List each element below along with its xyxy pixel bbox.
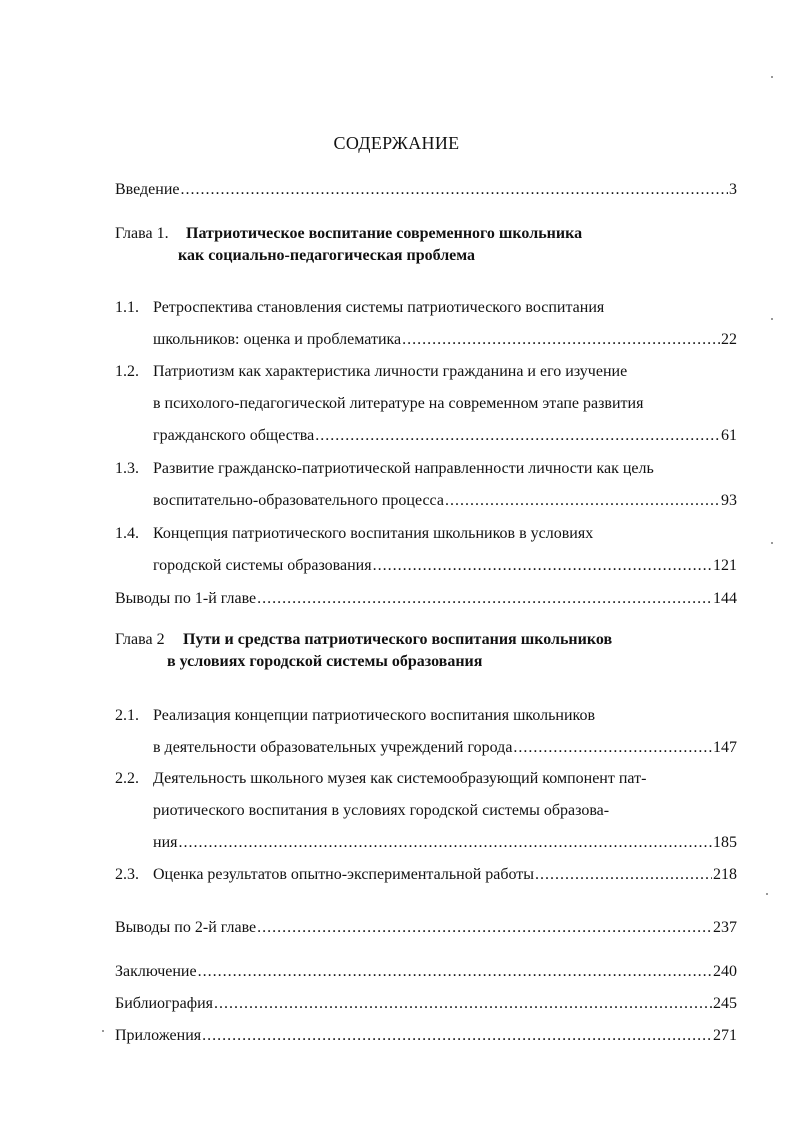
toc-label: Выводы по 1-й главе xyxy=(115,590,257,607)
toc-label: Приложения xyxy=(115,1027,202,1044)
toc-page-number: 93 xyxy=(721,492,737,509)
scan-speck xyxy=(766,893,768,895)
leader-dots xyxy=(535,865,712,885)
chapter-2-heading xyxy=(115,630,737,674)
toc-label: Заключение xyxy=(115,963,197,980)
toc-page-number: 218 xyxy=(713,866,737,883)
section-text-line: Патриотизм как характеристика личности гражданина и его изучение xyxy=(153,363,628,380)
chapter-title-line-1: Патриотическое воспитание современного школьника xyxy=(186,225,583,242)
leader-dots xyxy=(445,491,720,511)
chapter-label: Глава 1. xyxy=(115,225,169,242)
leader-dots xyxy=(513,738,712,758)
toc-entry-conclusion xyxy=(115,962,737,982)
toc-label: гражданского общества xyxy=(153,427,315,444)
toc-label: воспитательно-образовательного процесса xyxy=(153,492,444,509)
section-text-line: в психолого-педагогической литературе на современном этапе развития xyxy=(153,395,644,412)
toc-label: школьников: оценка и проблематика xyxy=(153,331,402,348)
toc-label: Оценка результатов опытно-экспериментальной работы xyxy=(153,866,535,883)
leader-dots xyxy=(214,994,712,1014)
scan-speck xyxy=(771,318,773,320)
toc-entry-chapter-2-conclusions xyxy=(115,918,737,938)
toc-page-number: 271 xyxy=(713,1027,737,1044)
toc-label: городской системы образования xyxy=(153,557,372,574)
chapter-title-line-1: Пути и средства патриотического воспитания школьников xyxy=(183,631,613,648)
leader-dots xyxy=(181,180,729,200)
toc-page-number: 3 xyxy=(729,181,737,198)
section-number: 1.3. xyxy=(115,460,139,477)
scan-speck xyxy=(771,542,773,544)
section-text-line: Деятельность школьного музея как системообразующий компонент пат- xyxy=(153,770,647,787)
chapter-1-heading xyxy=(115,224,737,268)
leader-dots xyxy=(402,330,720,350)
section-number: 2.2. xyxy=(115,770,139,787)
toc-entry-intro xyxy=(115,180,737,200)
toc-label: Введение xyxy=(115,181,180,198)
chapter-label: Глава 2 xyxy=(115,631,165,648)
section-number: 2.1. xyxy=(115,707,139,724)
section-number: 1.2. xyxy=(115,363,139,380)
leader-dots xyxy=(202,1026,712,1046)
toc-page-number: 237 xyxy=(713,919,737,936)
toc-page-number: 144 xyxy=(713,590,737,607)
toc-label: Библиография xyxy=(115,995,213,1012)
toc-label: Выводы по 2-й главе xyxy=(115,919,257,936)
leader-dots xyxy=(373,556,712,576)
toc-page-number: 22 xyxy=(721,331,737,348)
toc-label: в деятельности образовательных учреждений города xyxy=(153,739,513,756)
leader-dots xyxy=(178,833,712,853)
section-text-line: Концепция патриотического воспитания школьников в условиях xyxy=(153,525,594,542)
page-title: СОДЕРЖАНИЕ xyxy=(333,133,460,153)
section-number: 1.4. xyxy=(115,525,139,542)
chapter-title-line-2: как социально-педагогическая проблема xyxy=(178,247,476,264)
section-text-line: Реализация концепции патриотического воспитания школьников xyxy=(153,707,596,724)
scan-speck xyxy=(771,76,773,78)
scan-speck xyxy=(102,1030,104,1032)
toc-page-number: 240 xyxy=(713,963,737,980)
toc-entry-bibliography xyxy=(115,994,737,1014)
leader-dots xyxy=(257,918,712,938)
toc-label: ния xyxy=(153,834,178,851)
toc-page-number: 185 xyxy=(713,834,737,851)
section-text-line: Развитие гражданско-патриотической направленности личности как цель xyxy=(153,460,654,477)
section-number: 2.3. xyxy=(115,866,139,883)
section-text-line: риотического воспитания в условиях городской системы образова- xyxy=(153,802,610,819)
toc-page-number: 245 xyxy=(713,995,737,1012)
toc-entry-chapter-1-conclusions xyxy=(115,589,737,609)
chapter-title-line-2: в условиях городской системы образования xyxy=(167,653,483,670)
toc-page-number: 121 xyxy=(713,557,737,574)
leader-dots xyxy=(198,962,712,982)
toc-entry-appendices xyxy=(115,1026,737,1046)
leader-dots xyxy=(315,426,720,446)
section-number: 1.1. xyxy=(115,299,139,316)
leader-dots xyxy=(257,589,712,609)
section-text-line: Ретроспектива становления системы патриотического воспитания xyxy=(153,299,605,316)
toc-page-number: 61 xyxy=(721,427,737,444)
toc-page-number: 147 xyxy=(713,739,737,756)
